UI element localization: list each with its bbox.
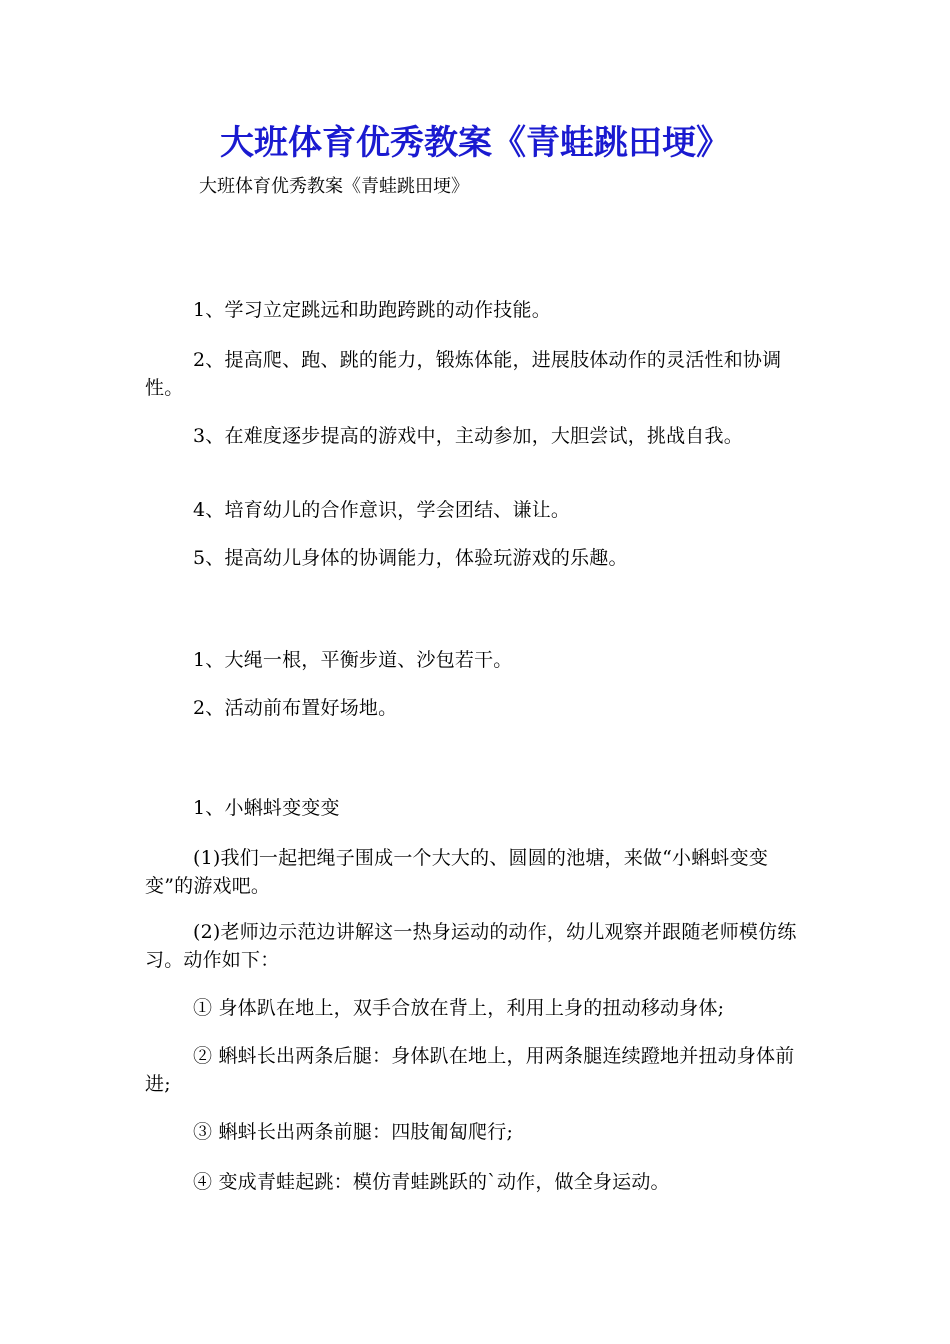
- goal-paragraph: 2、提高爬、跑、跳的能力，锻炼体能，进展肢体动作的灵活性和协调性。: [145, 349, 782, 399]
- process-paragraph: ① 身体趴在地上，双手合放在背上，利用上身的扭动移动身体;: [193, 997, 725, 1019]
- document-title: 大班体育优秀教案《青蛙跳田埂》: [220, 123, 730, 163]
- process-paragraph: (2)老师边示范边讲解这一热身运动的动作，幼儿观察并跟随老师模仿练习。动作如下：: [145, 921, 797, 971]
- process-paragraph: (1)我们一起把绳子围成一个大大的、圆圆的池塘，来做“小蝌蚪变变变”的游戏吧。: [145, 847, 769, 897]
- preparation-paragraph: 1、大绳一根，平衡步道、沙包若干。: [193, 649, 513, 671]
- goal-paragraph: 4、培育幼儿的合作意识，学会团结、谦让。: [193, 499, 571, 521]
- goal-paragraph: 5、提高幼儿身体的协调能力，体验玩游戏的乐趣。: [193, 547, 628, 569]
- goal-paragraph: 1、学习立定跳远和助跑跨跳的动作技能。: [193, 299, 551, 321]
- process-paragraph: ③ 蝌蚪长出两条前腿：四肢匍匐爬行;: [193, 1121, 514, 1143]
- document-subtitle: 大班体育优秀教案《青蛙跳田埂》: [199, 176, 469, 197]
- goal-paragraph: 3、在难度逐步提高的游戏中，主动参加，大胆尝试，挑战自我。: [193, 425, 743, 447]
- preparation-paragraph: 2、活动前布置好场地。: [193, 697, 398, 719]
- process-paragraph: ④ 变成青蛙起跳：模仿青蛙跳跃的`动作，做全身运动。: [193, 1171, 670, 1193]
- process-paragraph: ② 蝌蚪长出两条后腿：身体趴在地上，用两条腿连续蹬地并扭动身体前进;: [145, 1045, 795, 1095]
- process-paragraph: 1、小蝌蚪变变变: [193, 797, 340, 819]
